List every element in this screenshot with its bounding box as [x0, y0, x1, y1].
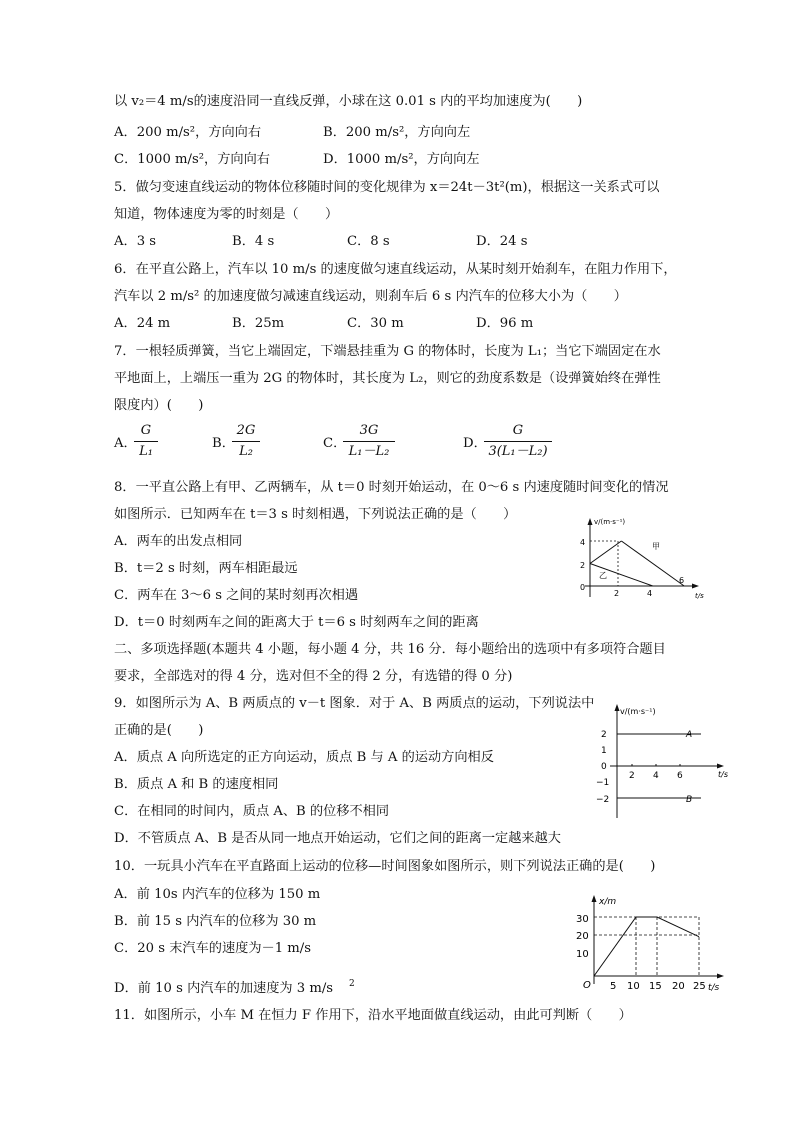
q7-option-c-label: C．	[323, 436, 347, 451]
q6-stem-1: 6．在平直公路上，汽车以 10 m/s 的速度做匀速直线运动，从某时刻开始刹车，在阻力作用下，	[114, 262, 677, 277]
q8-option-c: C．两车在 3～6 s 之间的某时刻再次相遇	[114, 588, 359, 603]
q10-stem: 10．一玩具小汽车在平直路面上运动的位移—时间图象如图所示，则下列说法正确的是( )	[114, 859, 656, 874]
q7-option-c-fraction	[343, 422, 395, 461]
q8-y-label: v/(m·s⁻¹)	[594, 518, 626, 526]
q5-option-d: D．24 s	[476, 234, 528, 249]
q8-tick-x6: 6	[679, 576, 685, 585]
section2-heading-2: 要求，全部选对的得 4 分，选对但不全的得 2 分，有选错的得 0 分)	[114, 669, 513, 684]
q9-tick-x6: 6	[677, 771, 683, 781]
q8-tick-y2: 2	[580, 561, 586, 570]
q9-tick-ym2: −2	[596, 795, 610, 805]
q10-option-d: D．前 10 s 内汽车的加速度为 3 m/s	[114, 981, 334, 996]
q8-vt-graph	[575, 512, 715, 602]
q6-option-b: B．25m	[232, 316, 285, 331]
q10-tick-x15: 15	[649, 981, 662, 992]
q10-origin: O	[583, 980, 591, 991]
q7-option-d-fraction	[484, 422, 552, 461]
q8-option-a: A．两车的出发点相同	[114, 534, 243, 549]
q7-b-numerator: 2G	[236, 423, 256, 438]
q7-option-d-label: D．	[463, 436, 487, 451]
q9-x-label: t/s	[718, 770, 728, 779]
q4-stem-end: 以 v₂＝4 m/s的速度沿同一直线反弹，小球在这 0.01 s 内的平均加速度为( )	[114, 94, 583, 109]
q10-tick-y10: 10	[576, 949, 589, 960]
q8-option-b: B．t＝2 s 时刻，两车相距最远	[114, 561, 298, 576]
q8-series-jia: 甲	[652, 542, 660, 551]
q9-tick-y2: 2	[601, 730, 607, 740]
q9-tick-x2: 2	[629, 771, 635, 781]
q7-option-a-label: A．	[114, 436, 137, 451]
q9-stem-1: 9．如图所示为 A、B 两质点的 v－t 图象．对于 A、B 两质点的运动，下列说法中	[114, 696, 595, 711]
q5-option-c: C．8 s	[347, 234, 390, 249]
q7-b-denominator: L₂	[239, 444, 253, 459]
q5-option-a: A．3 s	[114, 234, 157, 249]
q7-stem-1: 7．一根轻质弹簧，当它上端固定，下端悬挂重为 G 的物体时，长度为 L₁；当它下端固定在水	[114, 344, 661, 359]
q7-option-b-label: B．	[212, 436, 235, 451]
q9-tick-x4: 4	[653, 771, 659, 781]
q11-stem: 11．如图所示，小车 M 在恒力 F 作用下，沿水平地面做直线运动，由此可判断（ ）	[114, 1008, 632, 1023]
q10-xt-graph	[572, 892, 732, 992]
q8-stem-1: 8．一平直公路上有甲、乙两辆车，从 t＝0 时刻开始运动，在 0～6 s 内速度随时间变化的情况	[114, 480, 669, 495]
q5-stem-1: 5．做匀变速直线运动的物体位移随时间的变化规律为 x＝24t－3t²(m)，根据这一关系式可以	[114, 180, 660, 195]
q7-d-denominator: 3(L₁－L₂)	[488, 444, 548, 459]
q4-option-b: B．200 m/s²，方向向左	[323, 125, 471, 140]
q10-option-b: B．前 15 s 内汽车的位移为 30 m	[114, 914, 317, 929]
q10-tick-y30: 30	[576, 914, 589, 925]
q10-tick-x25: 25	[693, 981, 706, 992]
section2-heading-1: 二、多项选择题(本题共 4 小题，每小题 4 分，共 16 分．每小题给出的选项中有多项符合题目	[114, 642, 666, 657]
q8-x-label: t/s	[695, 592, 704, 600]
q7-a-numerator: G	[140, 423, 152, 438]
q7-c-denominator: L₁－L₂	[348, 444, 390, 459]
q10-xt-line	[594, 917, 699, 976]
q9-stem-2: 正确的是( )	[114, 723, 204, 738]
q8-series-yi: 乙	[599, 571, 607, 580]
q10-tick-y20: 20	[576, 931, 589, 942]
q4-option-a: A．200 m/s²，方向向右	[114, 125, 262, 140]
q8-tick-x4: 4	[647, 589, 653, 598]
q9-tick-y1: 1	[601, 746, 607, 756]
q8-tick-x2: 2	[614, 589, 620, 598]
q7-a-denominator: L₁	[139, 444, 153, 459]
q9-label-a: A	[686, 730, 693, 740]
q10-tick-x10: 10	[627, 981, 640, 992]
q5-stem-2: 知道，物体速度为零的时刻是（ ）	[114, 207, 339, 222]
q5-option-b: B．4 s	[232, 234, 275, 249]
q9-option-b: B．质点 A 和 B 的速度相同	[114, 777, 279, 792]
q9-option-d: D．不管质点 A、B 是否从同一地点开始运动，它们之间的距离一定越来越大	[114, 831, 561, 846]
q8-option-d: D．t＝0 时刻两车之间的距离大于 t＝6 s 时刻两车之间的距离	[114, 615, 479, 630]
q9-tick-y0: 0	[601, 762, 607, 772]
q4-option-d: D．1000 m/s²，方向向左	[323, 152, 480, 167]
q6-option-d: D．96 m	[476, 316, 534, 331]
q6-stem-2: 汽车以 2 m/s² 的加速度做匀减速直线运动，则刹车后 6 s 内汽车的位移大小为（ ）	[114, 289, 627, 304]
q8-stem-2: 如图所示．已知两车在 t＝3 s 时刻相遇，下列说法正确的是（ ）	[114, 507, 517, 522]
q6-option-a: A．24 m	[114, 316, 171, 331]
q4-option-c: C．1000 m/s²，方向向右	[114, 152, 270, 167]
q7-option-b-fraction	[232, 422, 260, 461]
q8-tick-y4: 4	[580, 538, 586, 547]
q9-vt-graph	[590, 700, 740, 820]
q7-stem-2: 平地面上，上端压一重为 2G 的物体时，其长度为 L₂，则它的劲度系数是（设弹簧始终在弹性	[114, 371, 661, 386]
q9-tick-ym1: −1	[596, 778, 610, 788]
q8-jia-line	[590, 541, 621, 564]
q7-d-numerator: G	[512, 423, 524, 438]
q10-option-a: A．前 10s 内汽车的位移为 150 m	[114, 887, 321, 902]
q7-option-a-fraction	[134, 422, 158, 461]
q10-option-d-superscript: 2	[349, 979, 355, 989]
q9-option-c: C．在相同的时间内，质点 A、B 的位移不相同	[114, 804, 390, 819]
q7-c-numerator: 3G	[359, 423, 379, 438]
q7-stem-3: 限度内）( )	[114, 398, 204, 413]
q10-x-label: t/s	[708, 983, 720, 992]
q6-option-c: C．30 m	[347, 316, 404, 331]
q9-label-b: B	[686, 795, 693, 805]
q10-option-c: C．20 s 末汽车的速度为－1 m/s	[114, 941, 312, 956]
q10-tick-x5: 5	[610, 981, 617, 992]
q9-option-a: A．质点 A 向所选定的正方向运动，质点 B 与 A 的运动方向相反	[114, 750, 494, 765]
q9-y-label: v/(m·s⁻¹)	[620, 707, 656, 716]
q8-tick-origin: 0	[580, 583, 586, 592]
q10-y-label: x/m	[599, 897, 617, 907]
q10-tick-x20: 20	[672, 981, 685, 992]
